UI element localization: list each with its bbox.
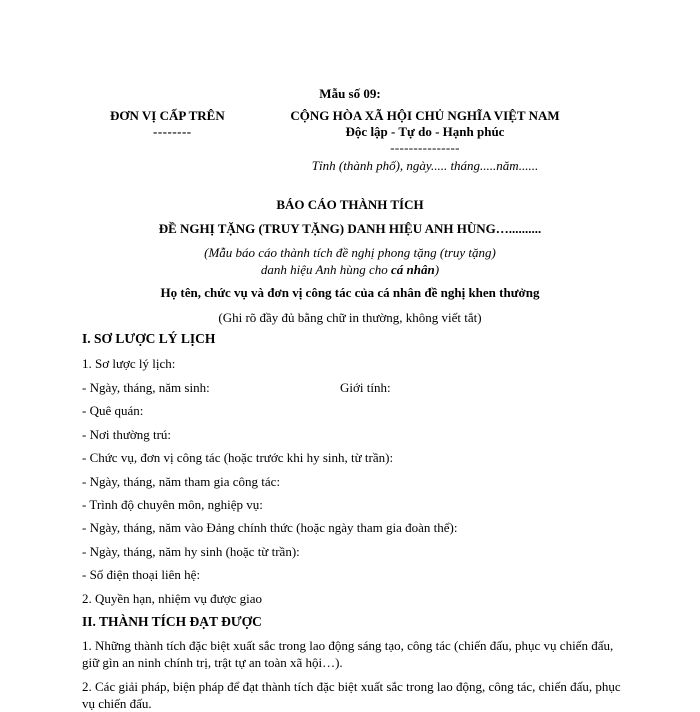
subtitle-prefix: danh hiệu Anh hùng cho — [260, 262, 392, 277]
section1-item2: 2. Quyền hạn, nhiệm vụ được giao — [82, 591, 262, 606]
agency-divider: -------- — [153, 124, 192, 139]
party-date-line: - Ngày, tháng, năm vào Đảng chính thức (hoặc ngày tham gia đoàn thể): — [82, 520, 458, 535]
section2-item2: 2. Các giải pháp, biện pháp để đạt thành tích đặc biệt xuất sắc trong lao động, công tác, chiến đấu, phục vụ chiến đấu. — [82, 679, 621, 711]
section2-item1: 1. Những thành tích đặc biệt xuất sắc trong lao động sáng tạo, công tác (chiến đấu, phục vụ chiến đấu, giữ gìn an ninh chính trị, trật tự an toàn xã hội…). — [82, 638, 614, 670]
agency-name: ĐƠN VỊ CẤP TRÊN — [110, 108, 225, 123]
death-date-line: - Ngày, tháng, năm hy sinh (hoặc từ trần): — [82, 544, 300, 559]
phone-line: - Số điện thoại liên hệ: — [82, 567, 201, 582]
report-title: BÁO CÁO THÀNH TÍCH — [276, 197, 424, 212]
position-line: - Chức vụ, đơn vị công tác (hoặc trước khi hy sinh, từ trần): — [82, 450, 394, 465]
section1-heading: I. SƠ LƯỢC LÝ LỊCH — [82, 331, 216, 346]
qualification-line: - Trình độ chuyên môn, nghiệp vụ: — [82, 497, 263, 512]
residence-line: - Nơi thường trú: — [82, 427, 172, 442]
gender-line: Giới tính: — [340, 380, 391, 395]
nominee-info-note: (Ghi rõ đầy đủ bằng chữ in thường, không viết tắt) — [218, 310, 482, 325]
republic-name: CỘNG HÒA XÃ HỘI CHỦ NGHĨA VIỆT NAM — [290, 108, 560, 123]
form-subtitle-line1: (Mẫu báo cáo thành tích đề nghị phong tặng (truy tặng) — [204, 245, 496, 260]
work-start-line: - Ngày, tháng, năm tham gia công tác: — [82, 474, 281, 489]
form-number: Mẫu số 09: — [319, 86, 381, 101]
hometown-line: - Quê quán: — [82, 403, 144, 418]
national-motto: Độc lập - Tự do - Hạnh phúc — [345, 124, 505, 139]
form-subtitle-line2 — [0, 262, 700, 278]
birth-date-line: - Ngày, tháng, năm sinh: — [82, 380, 210, 395]
subtitle-bold: cá nhân — [391, 262, 435, 277]
section1-item1: 1. Sơ lược lý lịch: — [82, 356, 176, 371]
nominee-info-heading: Họ tên, chức vụ và đơn vị công tác của cá nhân đề nghị khen thưởng — [160, 285, 540, 300]
place-date-line: Tỉnh (thành phố), ngày..... tháng.....năm...... — [311, 158, 539, 173]
proposal-title: ĐỀ NGHỊ TẶNG (TRUY TẶNG) DANH HIỆU ANH HÙNG….......... — [158, 221, 542, 236]
motto-divider: --------------- — [390, 140, 460, 155]
subtitle-suffix: ) — [434, 262, 440, 277]
section2-heading: II. THÀNH TÍCH ĐẠT ĐƯỢC — [82, 614, 262, 629]
